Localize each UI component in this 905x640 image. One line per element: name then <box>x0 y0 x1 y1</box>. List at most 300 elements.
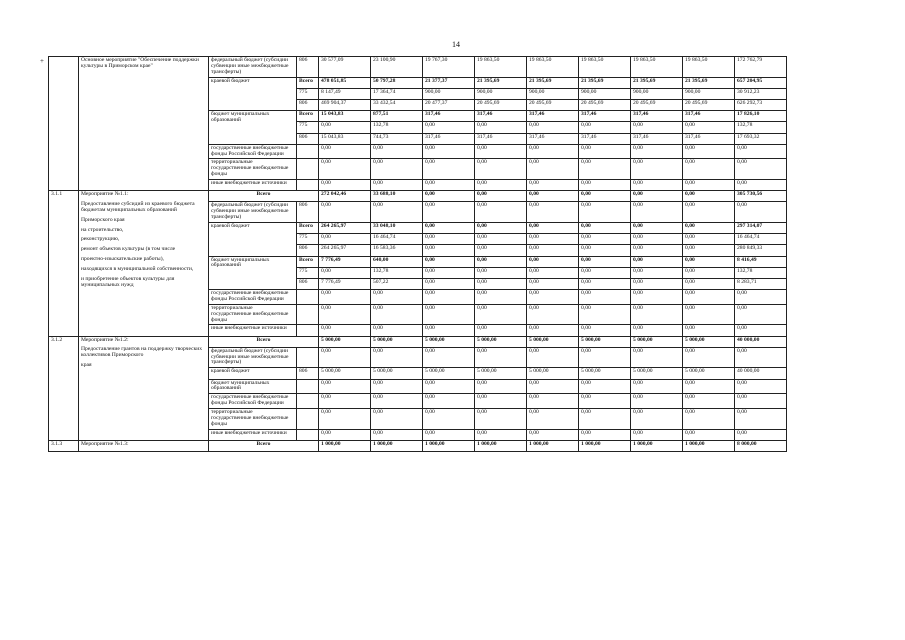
item-heading: Мероприятие №1.1: <box>81 191 129 198</box>
amount-cell: 0,00 <box>475 122 527 133</box>
funding-source: государственные внебюджетные фонды Российской Федерации <box>209 394 297 409</box>
amount-cell: 0,00 <box>735 408 787 429</box>
amount-cell: 19 863,50 <box>631 57 683 78</box>
amount-cell: 0,00 <box>527 290 579 305</box>
amount-cell: 0,00 <box>527 180 579 191</box>
total-value: 5 000,00 <box>631 336 683 347</box>
amount-cell: 0,00 <box>527 202 579 223</box>
funding-source: государственные внебюджетные фонды Российской Федерации <box>209 290 297 305</box>
amount-cell: 0,00 <box>579 202 631 223</box>
amount-cell: 0,00 <box>683 122 735 133</box>
item-heading: Мероприятие №1.3: <box>81 440 129 447</box>
amount-cell: 20 495,69 <box>475 99 527 110</box>
item-heading: Мероприятие №1.2: <box>81 336 129 343</box>
amount-cell: 0,00 <box>631 122 683 133</box>
total-value: 5 000,00 <box>423 336 475 347</box>
amount-cell: 0,00 <box>579 159 631 180</box>
amount-cell: 900,00 <box>579 88 631 99</box>
amount-cell: 0,00 <box>631 234 683 245</box>
amount-cell: 0,00 <box>527 245 579 256</box>
amount-cell: 0,00 <box>423 256 475 267</box>
amount-cell: 0,00 <box>579 278 631 289</box>
amount-cell: 0,00 <box>631 144 683 159</box>
amount-cell: 0,00 <box>371 394 423 409</box>
amount-cell: 0,00 <box>319 325 371 336</box>
table-row <box>49 57 787 78</box>
amount-cell: 0,00 <box>527 159 579 180</box>
amount-cell: 0,00 <box>631 180 683 191</box>
amount-cell: 5 000,00 <box>319 368 371 379</box>
amount-cell: 17 364,74 <box>371 88 423 99</box>
total-value: 0,00 <box>683 191 735 202</box>
budget-code <box>297 429 319 440</box>
amount-cell: 0,00 <box>735 202 787 223</box>
amount-cell: 0,00 <box>631 202 683 223</box>
amount-cell: 19 863,50 <box>475 57 527 78</box>
item-description-line: Предоставление грантов на поддержку творческих коллективов Приморского <box>81 346 203 359</box>
funding-source: иные внебюджетные источники <box>209 429 297 440</box>
amount-cell: 0,00 <box>683 202 735 223</box>
amount-cell: 0,00 <box>579 180 631 191</box>
amount-cell: 0,00 <box>527 394 579 409</box>
funding-source: краевой бюджет <box>209 77 297 111</box>
amount-cell: 0,00 <box>319 429 371 440</box>
amount-cell: 0,00 <box>683 245 735 256</box>
amount-cell: 900,00 <box>475 88 527 99</box>
total-label: Всего <box>209 191 319 202</box>
item-description-line: ремонт объектов культуры (в том числе <box>81 246 176 253</box>
amount-cell: 16 464,74 <box>371 234 423 245</box>
amount-cell: 0,00 <box>371 290 423 305</box>
amount-cell: 16 583,36 <box>371 245 423 256</box>
amount-cell: 20 477,37 <box>423 99 475 110</box>
amount-cell: 0,00 <box>423 379 475 394</box>
budget-code <box>297 180 319 191</box>
amount-cell: 5 000,00 <box>371 368 423 379</box>
total-value: 1 000,00 <box>319 440 371 451</box>
amount-cell: 5 000,00 <box>579 368 631 379</box>
budget-code: 806 <box>297 57 319 78</box>
amount-cell: 0,00 <box>319 159 371 180</box>
total-value: 1 000,00 <box>423 440 475 451</box>
amount-cell: 0,00 <box>631 267 683 278</box>
funding-source: бюджет муниципальных образований <box>209 111 297 145</box>
total-label: Всего <box>209 336 319 347</box>
amount-cell: 0,00 <box>423 347 475 368</box>
total-value: 40 000,00 <box>735 336 787 347</box>
amount-cell: 0,00 <box>579 122 631 133</box>
amount-cell: 8 147,49 <box>319 88 371 99</box>
budget-code: Всего <box>297 77 319 88</box>
amount-cell: 0,00 <box>579 325 631 336</box>
amount-cell: 0,00 <box>683 429 735 440</box>
amount-cell: 33 048,10 <box>371 222 423 233</box>
budget-code: 806 <box>297 202 319 223</box>
total-value: 5 000,00 <box>319 336 371 347</box>
amount-cell: 0,00 <box>683 159 735 180</box>
amount-cell: 0,00 <box>683 267 735 278</box>
amount-cell: 744,73 <box>371 133 423 144</box>
amount-cell: 0,00 <box>319 379 371 394</box>
amount-cell: 0,00 <box>423 394 475 409</box>
amount-cell: 0,00 <box>527 408 579 429</box>
amount-cell: 877,51 <box>371 111 423 122</box>
funding-source: бюджет муниципальных образований <box>209 256 297 290</box>
amount-cell: 317,46 <box>683 133 735 144</box>
amount-cell: 21 395,69 <box>683 77 735 88</box>
total-value: 33 688,10 <box>371 191 423 202</box>
amount-cell: 0,00 <box>683 278 735 289</box>
amount-cell: 0,00 <box>319 290 371 305</box>
budget-code: 775 <box>297 234 319 245</box>
amount-cell: 0,00 <box>371 202 423 223</box>
budget-code <box>297 159 319 180</box>
amount-cell: 0,00 <box>475 256 527 267</box>
amount-cell: 15 043,83 <box>319 133 371 144</box>
budget-code: 775 <box>297 122 319 133</box>
amount-cell: 0,00 <box>579 267 631 278</box>
amount-cell: 0,00 <box>319 202 371 223</box>
amount-cell: 0,00 <box>683 379 735 394</box>
total-value: 1 000,00 <box>579 440 631 451</box>
amount-cell: 0,00 <box>319 267 371 278</box>
table-row <box>49 191 787 202</box>
budget-code: 806 <box>297 368 319 379</box>
amount-cell: 20 495,69 <box>631 99 683 110</box>
amount-cell: 0,00 <box>683 234 735 245</box>
amount-cell: 0,00 <box>319 234 371 245</box>
amount-cell: 0,00 <box>527 379 579 394</box>
amount-cell: 0,00 <box>475 304 527 325</box>
amount-cell: 0,00 <box>735 379 787 394</box>
amount-cell: 0,00 <box>631 290 683 305</box>
amount-cell: 0,00 <box>371 180 423 191</box>
amount-cell: 0,00 <box>579 245 631 256</box>
item-code: 3.1.1 <box>49 191 79 336</box>
budget-code: Всего <box>297 111 319 122</box>
item-title <box>79 57 209 191</box>
amount-cell: 0,00 <box>527 347 579 368</box>
amount-cell: 19 767,30 <box>423 57 475 78</box>
amount-cell: 0,00 <box>631 278 683 289</box>
amount-cell: 0,00 <box>475 394 527 409</box>
amount-cell: 0,00 <box>319 408 371 429</box>
amount-cell: 0,00 <box>423 159 475 180</box>
amount-cell: 317,46 <box>475 111 527 122</box>
amount-cell: 132,78 <box>735 267 787 278</box>
amount-cell: 7 776,49 <box>319 278 371 289</box>
amount-cell: 0,00 <box>527 267 579 278</box>
total-value: 5 000,00 <box>475 336 527 347</box>
amount-cell: 317,46 <box>423 133 475 144</box>
amount-cell: 21 395,69 <box>527 77 579 88</box>
funding-source: краевой бюджет <box>209 222 297 256</box>
total-value: 0,00 <box>423 191 475 202</box>
amount-cell: 0,00 <box>735 347 787 368</box>
amount-cell: 0,00 <box>371 144 423 159</box>
item-code: 3.1.2 <box>49 336 79 440</box>
item-code: 3.1.3 <box>49 440 79 451</box>
item-title <box>79 191 209 336</box>
amount-cell: 0,00 <box>475 267 527 278</box>
amount-cell: 0,00 <box>475 408 527 429</box>
amount-cell: 20 495,69 <box>579 99 631 110</box>
funding-source: федеральный бюджет (субсидии субвенции иные межбюджетные трансферты) <box>209 57 297 78</box>
amount-cell: 0,00 <box>319 122 371 133</box>
amount-cell: 0,00 <box>631 245 683 256</box>
amount-cell: 900,00 <box>423 88 475 99</box>
amount-cell: 0,00 <box>735 159 787 180</box>
funding-source: иные внебюджетные источники <box>209 180 297 191</box>
amount-cell: 0,00 <box>683 290 735 305</box>
amount-cell: 0,00 <box>631 379 683 394</box>
total-value: 305 730,56 <box>735 191 787 202</box>
item-description-line: реконструкцию, <box>81 236 120 243</box>
amount-cell: 21 395,69 <box>631 77 683 88</box>
item-description-line: Приморского края <box>81 216 125 223</box>
margin-mark: + <box>40 57 44 65</box>
amount-cell: 0,00 <box>631 256 683 267</box>
amount-cell: 657 204,95 <box>735 77 787 88</box>
amount-cell: 0,00 <box>735 180 787 191</box>
amount-cell: 317,46 <box>423 111 475 122</box>
amount-cell: 626 292,73 <box>735 99 787 110</box>
amount-cell: 0,00 <box>371 379 423 394</box>
total-value: 1 000,00 <box>371 440 423 451</box>
amount-cell: 0,00 <box>423 267 475 278</box>
amount-cell: 900,00 <box>631 88 683 99</box>
amount-cell: 264 265,97 <box>319 222 371 233</box>
amount-cell: 7 776,49 <box>319 256 371 267</box>
amount-cell: 0,00 <box>579 394 631 409</box>
amount-cell: 0,00 <box>579 222 631 233</box>
item-description-line: Предоставление субсидий из краевого бюджета бюджетам муниципальных образований <box>81 201 195 213</box>
amount-cell: 317,46 <box>631 111 683 122</box>
amount-cell: 0,00 <box>475 429 527 440</box>
budget-code: 806 <box>297 133 319 144</box>
amount-cell: 317,46 <box>579 111 631 122</box>
amount-cell: 132,78 <box>371 122 423 133</box>
amount-cell: 0,00 <box>579 234 631 245</box>
amount-cell: 317,46 <box>683 111 735 122</box>
amount-cell: 5 000,00 <box>631 368 683 379</box>
amount-cell: 0,00 <box>423 408 475 429</box>
amount-cell: 317,46 <box>475 133 527 144</box>
amount-cell: 132,78 <box>735 122 787 133</box>
budget-code <box>297 144 319 159</box>
amount-cell: 21 377,37 <box>423 77 475 88</box>
amount-cell: 0,00 <box>475 159 527 180</box>
amount-cell: 0,00 <box>683 347 735 368</box>
amount-cell: 0,00 <box>683 394 735 409</box>
amount-cell: 0,00 <box>735 144 787 159</box>
funding-source: иные внебюджетные источники <box>209 325 297 336</box>
amount-cell: 317,46 <box>631 133 683 144</box>
budget-code <box>297 290 319 305</box>
amount-cell: 0,00 <box>423 180 475 191</box>
amount-cell: 50 797,28 <box>371 77 423 88</box>
amount-cell: 17 826,10 <box>735 111 787 122</box>
amount-cell: 0,00 <box>527 325 579 336</box>
table-row <box>49 336 787 347</box>
amount-cell: 20 495,69 <box>527 99 579 110</box>
amount-cell: 640,00 <box>371 256 423 267</box>
amount-cell: 0,00 <box>735 290 787 305</box>
budget-code <box>297 304 319 325</box>
amount-cell: 0,00 <box>631 222 683 233</box>
amount-cell: 900,00 <box>527 88 579 99</box>
amount-cell: 0,00 <box>631 304 683 325</box>
amount-cell: 0,00 <box>683 256 735 267</box>
amount-cell: 40 000,00 <box>735 368 787 379</box>
amount-cell: 20 495,69 <box>683 99 735 110</box>
amount-cell: 317,46 <box>527 111 579 122</box>
amount-cell: 0,00 <box>319 347 371 368</box>
amount-cell: 0,00 <box>527 429 579 440</box>
amount-cell: 33 432,54 <box>371 99 423 110</box>
amount-cell: 0,00 <box>423 304 475 325</box>
amount-cell: 0,00 <box>579 408 631 429</box>
amount-cell: 0,00 <box>423 202 475 223</box>
amount-cell: 0,00 <box>371 304 423 325</box>
amount-cell: 0,00 <box>527 256 579 267</box>
total-value: 5 000,00 <box>527 336 579 347</box>
amount-cell: 0,00 <box>631 394 683 409</box>
amount-cell: 0,00 <box>527 278 579 289</box>
amount-cell: 0,00 <box>735 429 787 440</box>
funding-source: федеральный бюджет (субсидии субвенции иные межбюджетные трансферты) <box>209 202 297 223</box>
amount-cell: 469 904,37 <box>319 99 371 110</box>
amount-cell: 0,00 <box>475 347 527 368</box>
amount-cell: 0,00 <box>579 379 631 394</box>
amount-cell: 0,00 <box>683 180 735 191</box>
amount-cell: 0,00 <box>475 202 527 223</box>
amount-cell: 0,00 <box>631 408 683 429</box>
total-value: 5 000,00 <box>579 336 631 347</box>
item-description-line: и приобретение объектов культуры для муниципальных нужд <box>81 275 175 288</box>
funding-source: государственные внебюджетные фонды Российской Федерации <box>209 144 297 159</box>
funding-source: территориальные государственные внебюджетные фонды <box>209 159 297 180</box>
budget-code: 806 <box>297 99 319 110</box>
amount-cell: 0,00 <box>735 325 787 336</box>
amount-cell: 5 000,00 <box>423 368 475 379</box>
amount-cell: 0,00 <box>579 347 631 368</box>
amount-cell: 0,00 <box>527 304 579 325</box>
amount-cell: 0,00 <box>475 379 527 394</box>
amount-cell: 19 863,50 <box>683 57 735 78</box>
amount-cell: 0,00 <box>527 122 579 133</box>
total-value: 8 000,00 <box>735 440 787 451</box>
total-value: 5 000,00 <box>371 336 423 347</box>
amount-cell: 0,00 <box>319 304 371 325</box>
amount-cell: 0,00 <box>423 234 475 245</box>
amount-cell: 478 051,85 <box>319 77 371 88</box>
amount-cell: 0,00 <box>423 290 475 305</box>
amount-cell: 132,78 <box>371 267 423 278</box>
amount-cell: 0,00 <box>423 325 475 336</box>
total-value: 1 000,00 <box>631 440 683 451</box>
amount-cell: 297 314,07 <box>735 222 787 233</box>
table-row <box>49 440 787 451</box>
amount-cell: 15 043,83 <box>319 111 371 122</box>
amount-cell: 0,00 <box>683 222 735 233</box>
amount-cell: 0,00 <box>371 408 423 429</box>
amount-cell: 0,00 <box>527 222 579 233</box>
total-value: 0,00 <box>527 191 579 202</box>
amount-cell: 0,00 <box>475 180 527 191</box>
amount-cell: 0,00 <box>579 429 631 440</box>
budget-code: Всего <box>297 222 319 233</box>
amount-cell: 0,00 <box>579 304 631 325</box>
amount-cell: 0,00 <box>683 144 735 159</box>
amount-cell: 900,00 <box>683 88 735 99</box>
amount-cell: 0,00 <box>631 159 683 180</box>
amount-cell: 507,22 <box>371 278 423 289</box>
amount-cell: 0,00 <box>475 234 527 245</box>
total-value: 0,00 <box>475 191 527 202</box>
budget-code <box>297 394 319 409</box>
amount-cell: 30 912,23 <box>735 88 787 99</box>
amount-cell: 280 849,33 <box>735 245 787 256</box>
budget-code: Всего <box>297 256 319 267</box>
amount-cell: 0,00 <box>475 245 527 256</box>
budget-code <box>297 347 319 368</box>
total-label: Всего <box>209 440 319 451</box>
amount-cell: 5 000,00 <box>527 368 579 379</box>
amount-cell: 0,00 <box>631 429 683 440</box>
item-title <box>79 336 209 440</box>
amount-cell: 0,00 <box>371 347 423 368</box>
amount-cell: 0,00 <box>423 144 475 159</box>
item-code <box>49 57 79 191</box>
amount-cell: 0,00 <box>423 222 475 233</box>
amount-cell: 23 100,90 <box>371 57 423 78</box>
amount-cell: 0,00 <box>527 144 579 159</box>
amount-cell: 0,00 <box>423 429 475 440</box>
total-value: 0,00 <box>579 191 631 202</box>
amount-cell: 0,00 <box>735 394 787 409</box>
amount-cell: 19 863,50 <box>527 57 579 78</box>
amount-cell: 0,00 <box>735 304 787 325</box>
funding-source: территориальные государственные внебюджетные фонды <box>209 304 297 325</box>
budget-table <box>48 56 787 452</box>
amount-cell: 0,00 <box>631 325 683 336</box>
amount-cell: 0,00 <box>579 290 631 305</box>
amount-cell: 0,00 <box>683 304 735 325</box>
amount-cell: 16 464,74 <box>735 234 787 245</box>
amount-cell: 0,00 <box>371 325 423 336</box>
amount-cell: 0,00 <box>631 347 683 368</box>
amount-cell: 8 416,49 <box>735 256 787 267</box>
item-description-line: на строительство, <box>81 226 124 233</box>
amount-cell: 317,46 <box>579 133 631 144</box>
amount-cell: 30 577,09 <box>319 57 371 78</box>
amount-cell: 0,00 <box>319 144 371 159</box>
amount-cell: 17 693,32 <box>735 133 787 144</box>
amount-cell: 21 395,69 <box>579 77 631 88</box>
funding-source: федеральный бюджет (субсидии субвенции иные межбюджетные трансферты) <box>209 347 297 368</box>
budget-code: 806 <box>297 278 319 289</box>
amount-cell: 8 283,71 <box>735 278 787 289</box>
total-value: 1 000,00 <box>527 440 579 451</box>
amount-cell: 5 000,00 <box>475 368 527 379</box>
amount-cell: 5 000,00 <box>683 368 735 379</box>
budget-code: 775 <box>297 88 319 99</box>
item-description-line: находящихся в муниципальной собственности, <box>81 266 194 273</box>
item-description-line: края <box>81 362 92 369</box>
page-number: 14 <box>452 40 460 49</box>
amount-cell: 0,00 <box>475 222 527 233</box>
